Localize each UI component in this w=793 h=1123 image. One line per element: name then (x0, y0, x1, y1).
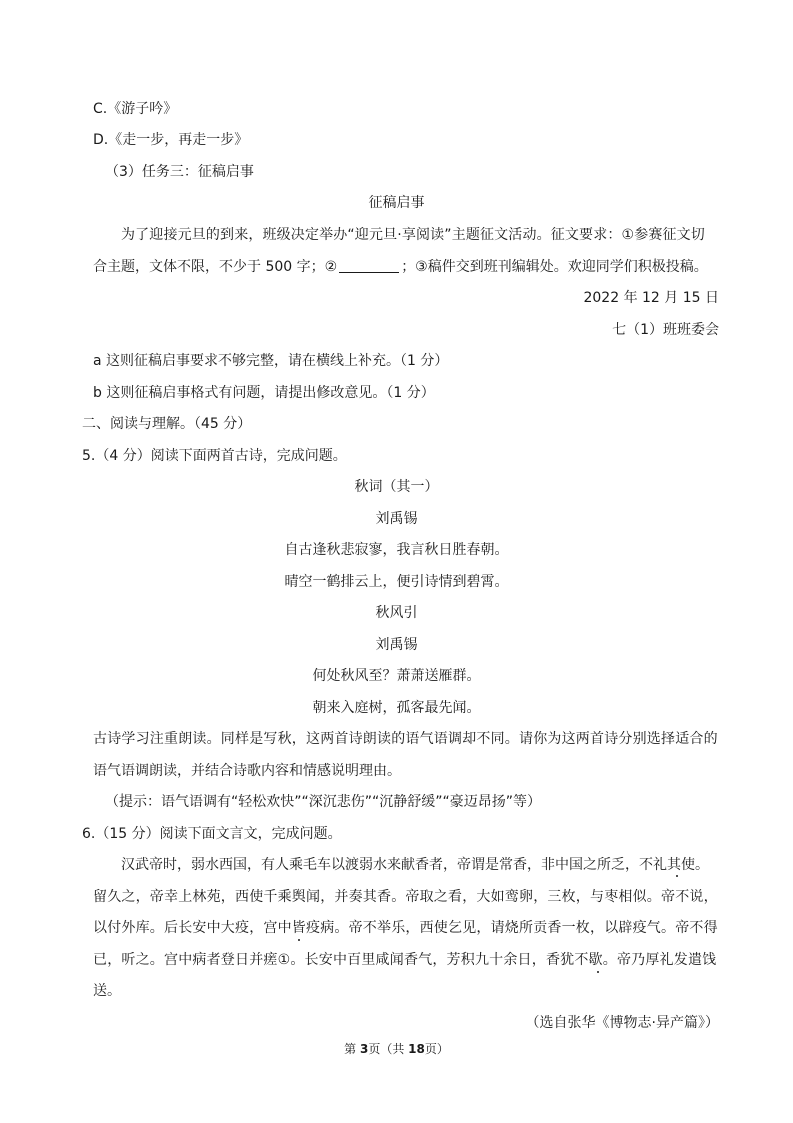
poem-1-title: 秋词（其一） (354, 479, 439, 495)
question-5-body-line-2: 语气语调朗读，并结合诗歌内容和情感说明理由。 (93, 763, 401, 779)
footer-prefix: 第 (344, 1042, 360, 1056)
poem-2-line-1: 何处秋风至？萧萧送雁群。 (312, 668, 481, 684)
footer-page-number: 3 (359, 1042, 369, 1056)
passage-line-3: 以付外库。后长安中大疫，宫中皆疫病。帝不举乐，西使乞见，请烧所贡香一枚，以辟疫气。帝不得 (93, 920, 718, 936)
question-6-heading: 6.（15 分）阅读下面文言文，完成问题。 (82, 826, 342, 842)
section-two-heading: 二、阅读与理解。（45 分） (82, 416, 252, 432)
footer-middle: 页（共 (368, 1042, 409, 1056)
notice-paragraph-line-2 (93, 257, 708, 277)
option-c: C.《游子吟》 (93, 101, 178, 117)
poem-1-line-2: 晴空一鹤排云上，便引诗情到碧霄。 (284, 574, 509, 590)
poem-1-author: 刘禹锡 (375, 511, 418, 527)
notice-title: 征稿启事 (368, 195, 425, 211)
question-5-body-line-1: 古诗学习注重朗读。同样是写秋，这两首诗朗读的语气语调却不同。请你为这两首诗分别选择适合的 (93, 731, 718, 747)
notice-signer: 七（1）班班委会 (612, 322, 719, 338)
question-b: b 这则征稿启事格式有问题，请提出修改意见。（1 分） (93, 385, 435, 401)
question-5-heading: 5.（4 分）阅读下面两首古诗，完成问题。 (82, 448, 347, 464)
passage-line-4: 已，听之。宫中病者登日并瘥①。长安中百里咸闻香气，芳积九十余日，香犹不歇。帝乃厚礼发遣饯 (93, 952, 717, 968)
fill-in-blank[interactable] (339, 258, 399, 273)
footer-total-pages: 18 (408, 1042, 425, 1056)
emphasis-dot (597, 971, 599, 973)
question-a: a 这则征稿启事要求不够完整，请在横线上补充。（1 分） (93, 353, 449, 369)
option-d: D.《走一步，再走一步》 (93, 132, 249, 148)
notice-text-before-blank: 合主题，文体不限，不少于 500 字；② (93, 259, 338, 275)
poem-1-line-1: 自古逢秋悲寂寥，我言秋日胜春朝。 (284, 542, 509, 558)
emphasis-dot (298, 939, 300, 941)
poem-2-author: 刘禹锡 (375, 637, 418, 653)
poem-2-title: 秋风引 (375, 605, 418, 621)
footer-suffix: 页） (424, 1042, 449, 1056)
passage-source: （选自张华《博物志·异产篇》） (525, 1015, 719, 1031)
notice-paragraph-line-1: 为了迎接元旦的到来，班级决定举办“迎元旦·享阅读”主题征文活动。征文要求：①参赛征文切 (121, 227, 705, 243)
poem-2-line-2: 朝来入庭树，孤客最先闻。 (312, 700, 481, 716)
emphasis-dot (676, 875, 678, 877)
notice-date: 2022 年 12 月 15 日 (583, 290, 719, 306)
passage-line-2: 留久之，帝幸上林苑，西使千乘舆闻，并奏其香。帝取之看，大如鸾卵，三枚，与枣相似。帝不说， (93, 889, 718, 905)
question-5-hint: （提示：语气语调有“轻松欢快”“深沉悲伤”“沉静舒缓”“豪迈昂扬”等） (105, 794, 542, 810)
task-three-heading: （3）任务三：征稿启事 (105, 164, 254, 180)
page-footer (0, 1039, 793, 1059)
passage-line-5: 送。 (93, 983, 121, 999)
passage-line-1: 汉武帝时，弱水西国，有人乘毛车以渡弱水来献香者，帝谓是常香，非中国之所乏，不礼其使。 (121, 857, 709, 873)
notice-text-after-blank: ；③稿件交到班刊编辑处。欢迎同学们积极投稿。 (401, 259, 708, 275)
